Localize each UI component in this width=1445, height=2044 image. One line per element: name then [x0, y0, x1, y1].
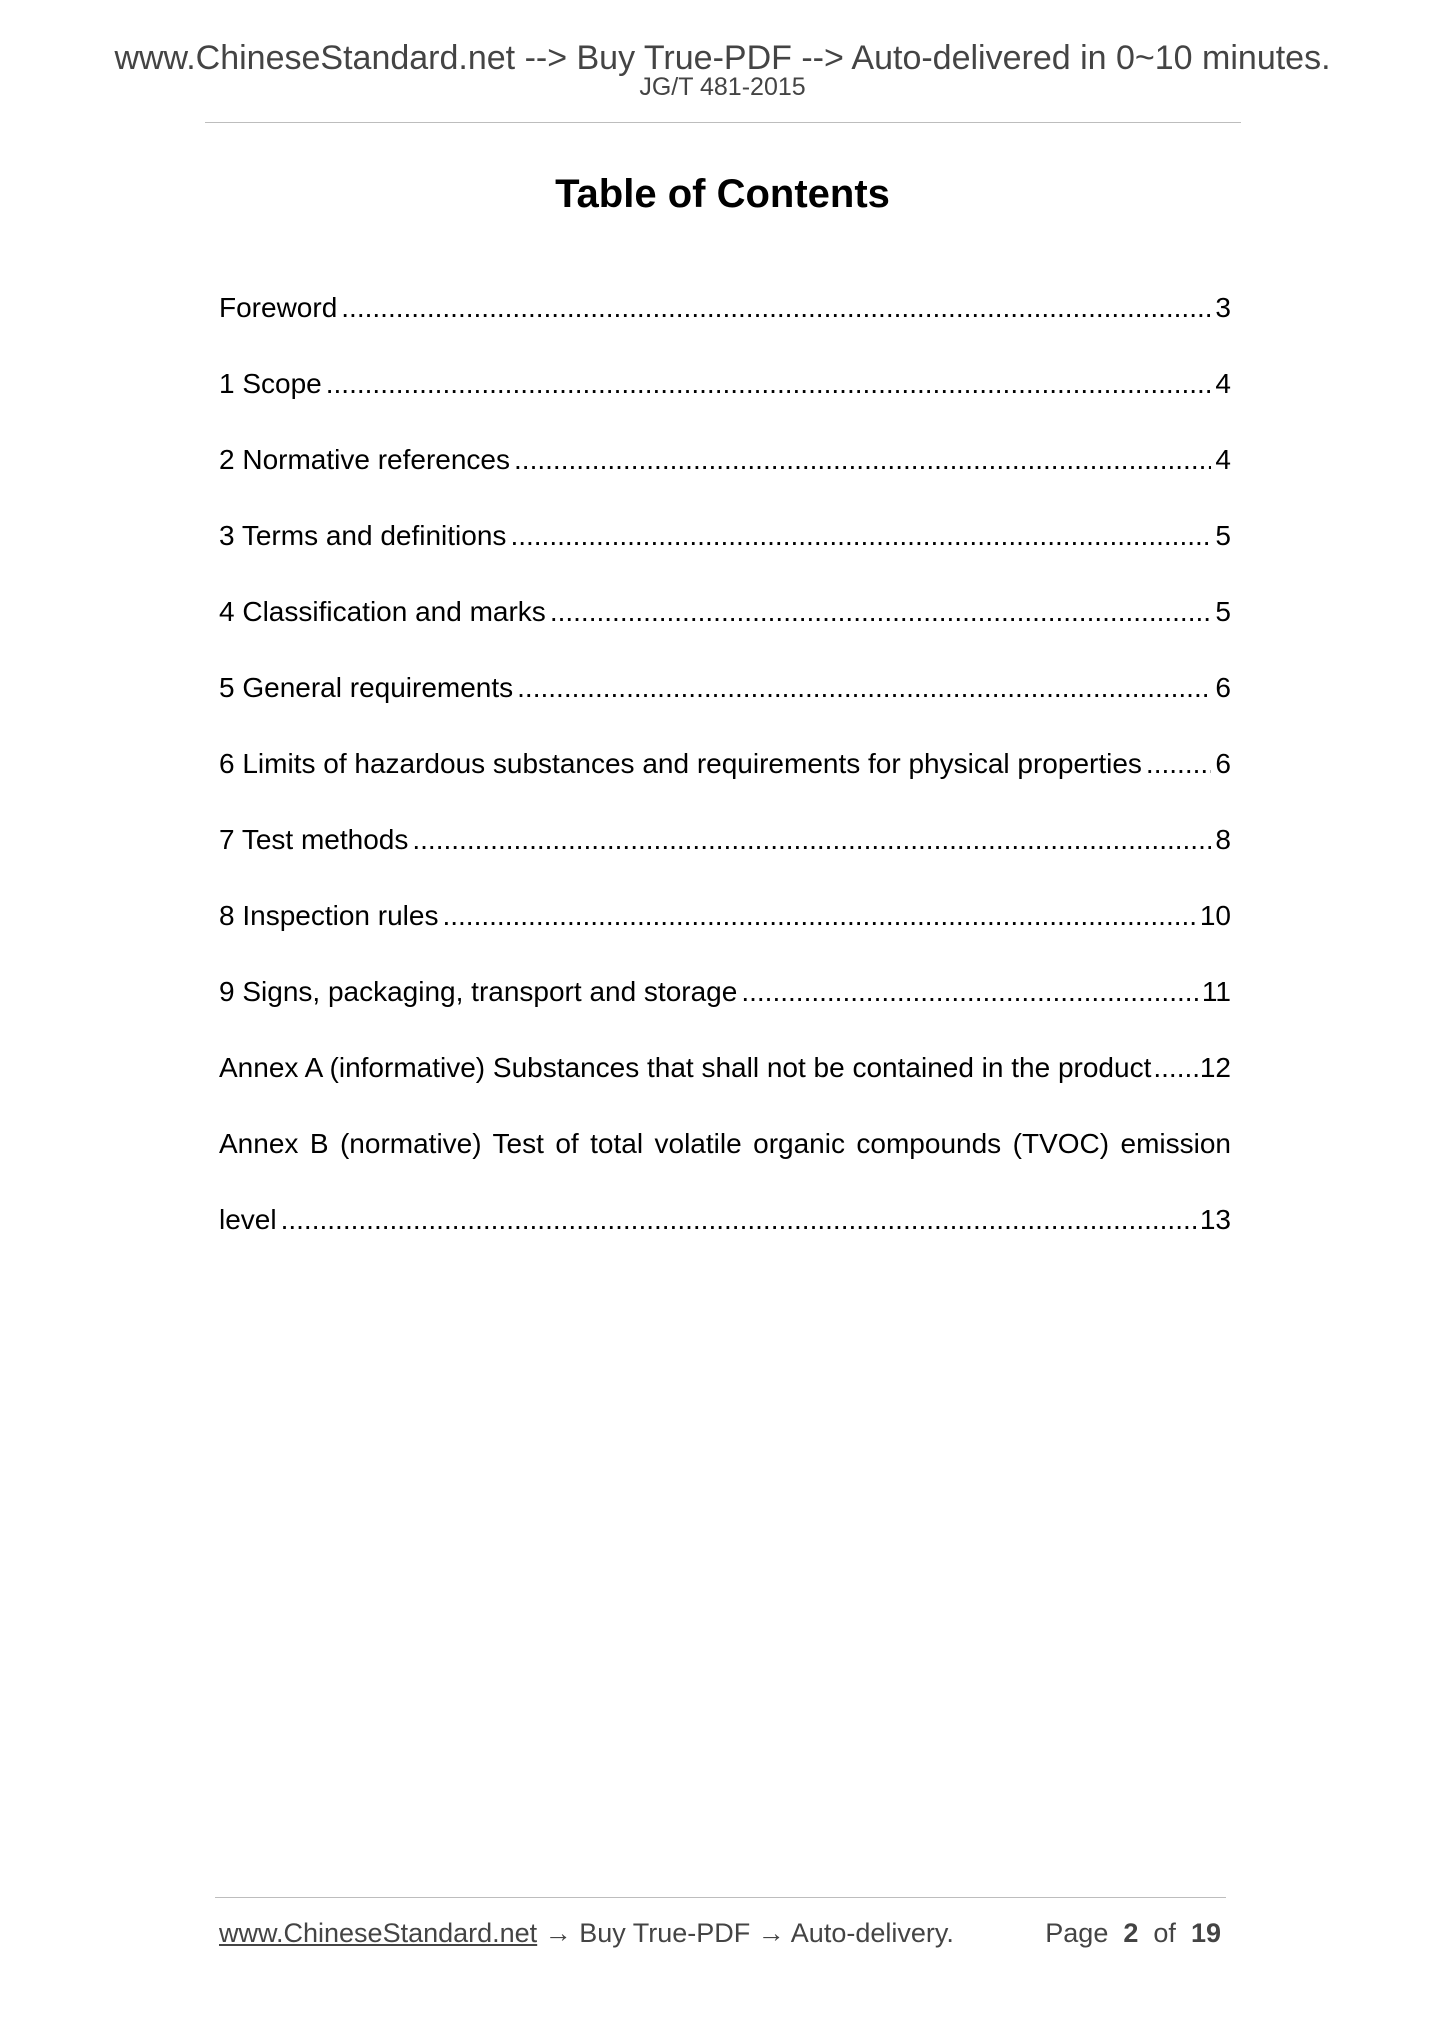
toc-entry-label: Annex A (informative) Substances that shall not be contained in the product — [219, 1052, 1152, 1083]
arrow-right-icon: → — [544, 1918, 572, 1948]
document-code: JG/T 481-2015 — [639, 73, 806, 101]
toc-entry-label: 4 Classification and marks — [219, 596, 546, 627]
toc-entry-label: Annex B (normative) Test of total volatile organic compounds (TVOC) emission — [219, 1128, 1231, 1159]
toc-entry-page: 8 — [1215, 824, 1231, 855]
footer-divider — [215, 1897, 1226, 1898]
toc-entry-page: 6 — [1215, 748, 1231, 779]
table-of-contents — [219, 286, 1231, 1274]
toc-entry-label: 8 Inspection rules — [219, 900, 439, 931]
toc-entry-annex-a[interactable] — [219, 1046, 1231, 1122]
toc-entry-terms-definitions[interactable] — [219, 514, 1231, 590]
toc-entry-label: 6 Limits of hazardous substances and requirements for physical properties — [219, 748, 1142, 779]
toc-entry-test-methods[interactable] — [219, 818, 1231, 894]
page-indicator — [1045, 1916, 1221, 1950]
leader-dots — [514, 438, 1211, 482]
toc-entry-label: 7 Test methods — [219, 824, 409, 855]
toc-entry-annex-b-continued[interactable] — [219, 1198, 1231, 1274]
toc-entry-label: level — [219, 1204, 277, 1235]
leader-dots — [341, 286, 1211, 330]
toc-entry-page: 11 — [1201, 976, 1231, 1007]
header-divider — [205, 122, 1241, 123]
page-label: Page — [1045, 1918, 1109, 1948]
page-total: 19 — [1190, 1918, 1221, 1948]
toc-entry-inspection-rules[interactable] — [219, 894, 1231, 970]
leader-dots — [412, 818, 1211, 862]
footer-buy-text: Buy True-PDF — [579, 1918, 751, 1948]
toc-entry-label: 3 Terms and definitions — [219, 520, 507, 551]
site-banner: www.ChineseStandard.net --> Buy True-PDF --> Auto-delivered in 0~10 minutes. — [114, 39, 1331, 77]
toc-entry-page: 10 — [1199, 900, 1231, 931]
leader-dots — [1146, 742, 1212, 786]
toc-entry-annex-b[interactable] — [219, 1122, 1231, 1198]
leader-dots — [741, 970, 1198, 1014]
toc-entry-label: 9 Signs, packaging, transport and storage — [219, 976, 738, 1007]
footer-left — [219, 1916, 954, 1950]
leader-dots — [517, 666, 1211, 710]
leader-dots — [510, 514, 1211, 558]
leader-dots — [550, 590, 1212, 634]
footer-delivery-text: Auto-delivery. — [790, 1918, 954, 1948]
toc-entry-page: 12 — [1199, 1052, 1231, 1083]
toc-entry-normative-references[interactable] — [219, 438, 1231, 514]
toc-entry-page: 5 — [1215, 520, 1231, 551]
toc-entry-label: 5 General requirements — [219, 672, 514, 703]
page-of-label: of — [1153, 1918, 1176, 1948]
footer-site-link[interactable]: www.ChineseStandard.net — [219, 1918, 538, 1948]
toc-entry-page: 6 — [1215, 672, 1231, 703]
leader-dots — [281, 1198, 1196, 1242]
toc-entry-page: 5 — [1215, 596, 1231, 627]
leader-dots — [442, 894, 1195, 938]
toc-entry-signs-packaging[interactable] — [219, 970, 1231, 1046]
toc-entry-classification-marks[interactable] — [219, 590, 1231, 666]
toc-entry-limits-hazardous-substances[interactable] — [219, 742, 1231, 818]
leader-dots — [1153, 1046, 1197, 1090]
arrow-right-icon: → — [757, 1918, 785, 1948]
toc-entry-page: 4 — [1215, 368, 1231, 399]
toc-entry-page: 13 — [1199, 1204, 1231, 1235]
page-current: 2 — [1123, 1918, 1139, 1948]
toc-entry-page: 3 — [1215, 292, 1231, 323]
toc-entry-foreword[interactable] — [219, 286, 1231, 362]
toc-entry-scope[interactable] — [219, 362, 1231, 438]
toc-entry-label: 2 Normative references — [219, 444, 511, 475]
leader-dots — [326, 362, 1212, 406]
toc-entry-label: Foreword — [219, 292, 338, 323]
toc-entry-page: 4 — [1215, 444, 1231, 475]
page-title: Table of Contents — [555, 172, 890, 216]
toc-entry-general-requirements[interactable] — [219, 666, 1231, 742]
toc-entry-label: 1 Scope — [219, 368, 322, 399]
